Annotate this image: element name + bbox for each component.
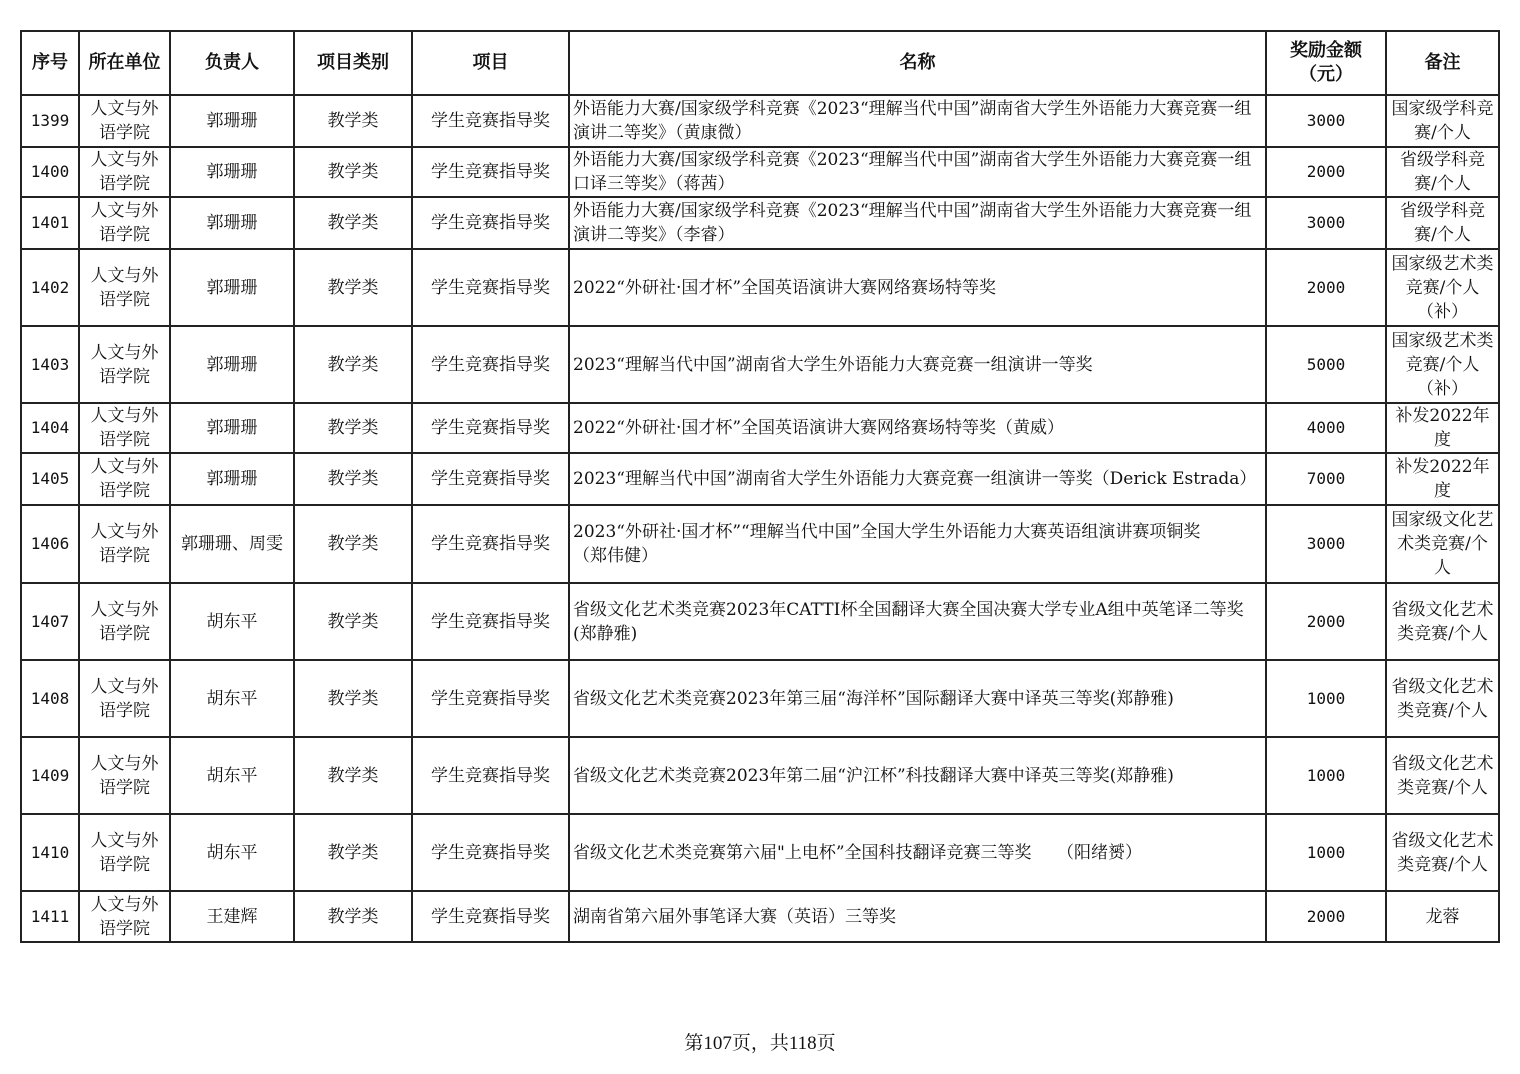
table-row <box>21 453 1499 505</box>
header-cell: 项目类别 <box>294 31 412 95</box>
name-cell: 省级文化艺术类竞赛2023年第二届“沪江杯”科技翻译大赛中译英三等奖(郑静雅) <box>569 737 1266 814</box>
name-cell: 2022“外研社·国才杯”全国英语演讲大赛网络赛场特等奖（黄威） <box>569 403 1266 453</box>
table-row <box>21 197 1499 249</box>
category-cell: 教学类 <box>294 197 412 249</box>
name-cell: 省级文化艺术类竞赛2023年第三届“海洋杯”国际翻译大赛中译英三等奖(郑静雅) <box>569 660 1266 737</box>
project-cell: 学生竞赛指导奖 <box>412 95 569 147</box>
category-cell: 教学类 <box>294 814 412 891</box>
note-cell: 国家级文化艺术类竞赛/个人 <box>1386 505 1499 583</box>
unit-cell: 人文与外语学院 <box>79 95 170 147</box>
name-cell: 外语能力大赛/国家级学科竞赛《2023“理解当代中国”湖南省大学生外语能力大赛竞赛一组演讲二等奖》（李睿） <box>569 197 1266 249</box>
name-cell: 湖南省第六届外事笔译大赛（英语）三等奖 <box>569 891 1266 942</box>
name-cell: 2023“外研社·国才杯”“理解当代中国”全国大学生外语能力大赛英语组演讲赛项铜奖 （郑伟健） <box>569 505 1266 583</box>
row-number: 1411 <box>21 891 79 942</box>
name-cell: 2023“理解当代中国”湖南省大学生外语能力大赛竞赛一组演讲一等奖 <box>569 326 1266 403</box>
amount-cell: 2000 <box>1266 249 1386 326</box>
note-cell: 省级文化艺术类竞赛/个人 <box>1386 814 1499 891</box>
row-number: 1406 <box>21 505 79 583</box>
person-cell: 郭珊珊 <box>170 453 294 505</box>
amount-cell: 2000 <box>1266 891 1386 942</box>
note-cell: 国家级学科竞赛/个人 <box>1386 95 1499 147</box>
unit-cell: 人文与外语学院 <box>79 147 170 197</box>
amount-cell: 5000 <box>1266 326 1386 403</box>
row-number: 1401 <box>21 197 79 249</box>
name-cell: 省级文化艺术类竞赛第六届"上电杯”全国科技翻译竞赛三等奖 （阳绪赟） <box>569 814 1266 891</box>
person-cell: 胡东平 <box>170 583 294 660</box>
row-number: 1399 <box>21 95 79 147</box>
note-cell: 国家级艺术类竞赛/个人（补） <box>1386 326 1499 403</box>
amount-cell: 1000 <box>1266 660 1386 737</box>
amount-cell: 7000 <box>1266 453 1386 505</box>
name-cell: 外语能力大赛/国家级学科竞赛《2023“理解当代中国”湖南省大学生外语能力大赛竞赛一组演讲二等奖》（黄康微） <box>569 95 1266 147</box>
amount-cell: 2000 <box>1266 147 1386 197</box>
table-row <box>21 505 1499 583</box>
header-cell: 备注 <box>1386 31 1499 95</box>
row-number: 1404 <box>21 403 79 453</box>
table-row <box>21 891 1499 942</box>
note-cell: 省级学科竞赛/个人 <box>1386 147 1499 197</box>
project-cell: 学生竞赛指导奖 <box>412 197 569 249</box>
note-cell: 补发2022年度 <box>1386 453 1499 505</box>
project-cell: 学生竞赛指导奖 <box>412 147 569 197</box>
table-row <box>21 326 1499 403</box>
unit-cell: 人文与外语学院 <box>79 403 170 453</box>
amount-cell: 4000 <box>1266 403 1386 453</box>
header-cell: 项目 <box>412 31 569 95</box>
name-cell: 2022“外研社·国才杯”全国英语演讲大赛网络赛场特等奖 <box>569 249 1266 326</box>
amount-cell: 2000 <box>1266 583 1386 660</box>
note-cell: 龙蓉 <box>1386 891 1499 942</box>
page-footer: 第107页，共118页 <box>684 1033 836 1054</box>
unit-cell: 人文与外语学院 <box>79 505 170 583</box>
table-row <box>21 249 1499 326</box>
unit-cell: 人文与外语学院 <box>79 814 170 891</box>
row-number: 1405 <box>21 453 79 505</box>
person-cell: 胡东平 <box>170 660 294 737</box>
name-cell: 2023“理解当代中国”湖南省大学生外语能力大赛竞赛一组演讲一等奖（Derick Estrada） <box>569 453 1266 505</box>
name-cell: 外语能力大赛/国家级学科竞赛《2023“理解当代中国”湖南省大学生外语能力大赛竞赛一组口译三等奖》（蒋茜） <box>569 147 1266 197</box>
project-cell: 学生竞赛指导奖 <box>412 814 569 891</box>
project-cell: 学生竞赛指导奖 <box>412 737 569 814</box>
table-row <box>21 583 1499 660</box>
table-row <box>21 814 1499 891</box>
amount-cell: 3000 <box>1266 95 1386 147</box>
category-cell: 教学类 <box>294 583 412 660</box>
person-cell: 郭珊珊 <box>170 147 294 197</box>
row-number: 1410 <box>21 814 79 891</box>
category-cell: 教学类 <box>294 95 412 147</box>
note-cell: 国家级艺术类竞赛/个人（补） <box>1386 249 1499 326</box>
note-cell: 省级学科竞赛/个人 <box>1386 197 1499 249</box>
row-number: 1409 <box>21 737 79 814</box>
project-cell: 学生竞赛指导奖 <box>412 660 569 737</box>
name-cell: 省级文化艺术类竞赛2023年CATTI杯全国翻译大赛全国决赛大学专业A组中英笔译二等奖(郑静雅) <box>569 583 1266 660</box>
category-cell: 教学类 <box>294 249 412 326</box>
amount-cell: 1000 <box>1266 737 1386 814</box>
person-cell: 郭珊珊 <box>170 197 294 249</box>
category-cell: 教学类 <box>294 660 412 737</box>
person-cell: 郭珊珊 <box>170 249 294 326</box>
unit-cell: 人文与外语学院 <box>79 891 170 942</box>
project-cell: 学生竞赛指导奖 <box>412 583 569 660</box>
person-cell: 胡东平 <box>170 814 294 891</box>
category-cell: 教学类 <box>294 737 412 814</box>
amount-cell: 3000 <box>1266 197 1386 249</box>
person-cell: 郭珊珊 <box>170 403 294 453</box>
row-number: 1400 <box>21 147 79 197</box>
note-cell: 省级文化艺术类竞赛/个人 <box>1386 660 1499 737</box>
category-cell: 教学类 <box>294 453 412 505</box>
project-cell: 学生竞赛指导奖 <box>412 453 569 505</box>
table-row <box>21 660 1499 737</box>
unit-cell: 人文与外语学院 <box>79 453 170 505</box>
table-row <box>21 95 1499 147</box>
person-cell: 王建辉 <box>170 891 294 942</box>
unit-cell: 人文与外语学院 <box>79 660 170 737</box>
category-cell: 教学类 <box>294 505 412 583</box>
project-cell: 学生竞赛指导奖 <box>412 249 569 326</box>
unit-cell: 人文与外语学院 <box>79 326 170 403</box>
person-cell: 胡东平 <box>170 737 294 814</box>
header-cell: 奖励金额（元） <box>1266 31 1386 95</box>
row-number: 1402 <box>21 249 79 326</box>
amount-cell: 1000 <box>1266 814 1386 891</box>
unit-cell: 人文与外语学院 <box>79 249 170 326</box>
note-cell: 省级文化艺术类竞赛/个人 <box>1386 583 1499 660</box>
header-cell: 所在单位 <box>79 31 170 95</box>
table-body <box>21 95 1499 942</box>
row-number: 1408 <box>21 660 79 737</box>
table-row <box>21 147 1499 197</box>
note-cell: 补发2022年度 <box>1386 403 1499 453</box>
category-cell: 教学类 <box>294 403 412 453</box>
unit-cell: 人文与外语学院 <box>79 197 170 249</box>
row-number: 1407 <box>21 583 79 660</box>
person-cell: 郭珊珊 <box>170 326 294 403</box>
project-cell: 学生竞赛指导奖 <box>412 891 569 942</box>
row-number: 1403 <box>21 326 79 403</box>
amount-cell: 3000 <box>1266 505 1386 583</box>
person-cell: 郭珊珊、周雯 <box>170 505 294 583</box>
table-row <box>21 737 1499 814</box>
category-cell: 教学类 <box>294 891 412 942</box>
project-cell: 学生竞赛指导奖 <box>412 326 569 403</box>
project-cell: 学生竞赛指导奖 <box>412 505 569 583</box>
header-row <box>21 31 1499 95</box>
unit-cell: 人文与外语学院 <box>79 737 170 814</box>
category-cell: 教学类 <box>294 326 412 403</box>
table-row <box>21 403 1499 453</box>
unit-cell: 人文与外语学院 <box>79 583 170 660</box>
header-cell: 负责人 <box>170 31 294 95</box>
header-cell: 序号 <box>21 31 79 95</box>
award-table <box>20 30 1500 943</box>
category-cell: 教学类 <box>294 147 412 197</box>
note-cell: 省级文化艺术类竞赛/个人 <box>1386 737 1499 814</box>
person-cell: 郭珊珊 <box>170 95 294 147</box>
header-cell: 名称 <box>569 31 1266 95</box>
project-cell: 学生竞赛指导奖 <box>412 403 569 453</box>
